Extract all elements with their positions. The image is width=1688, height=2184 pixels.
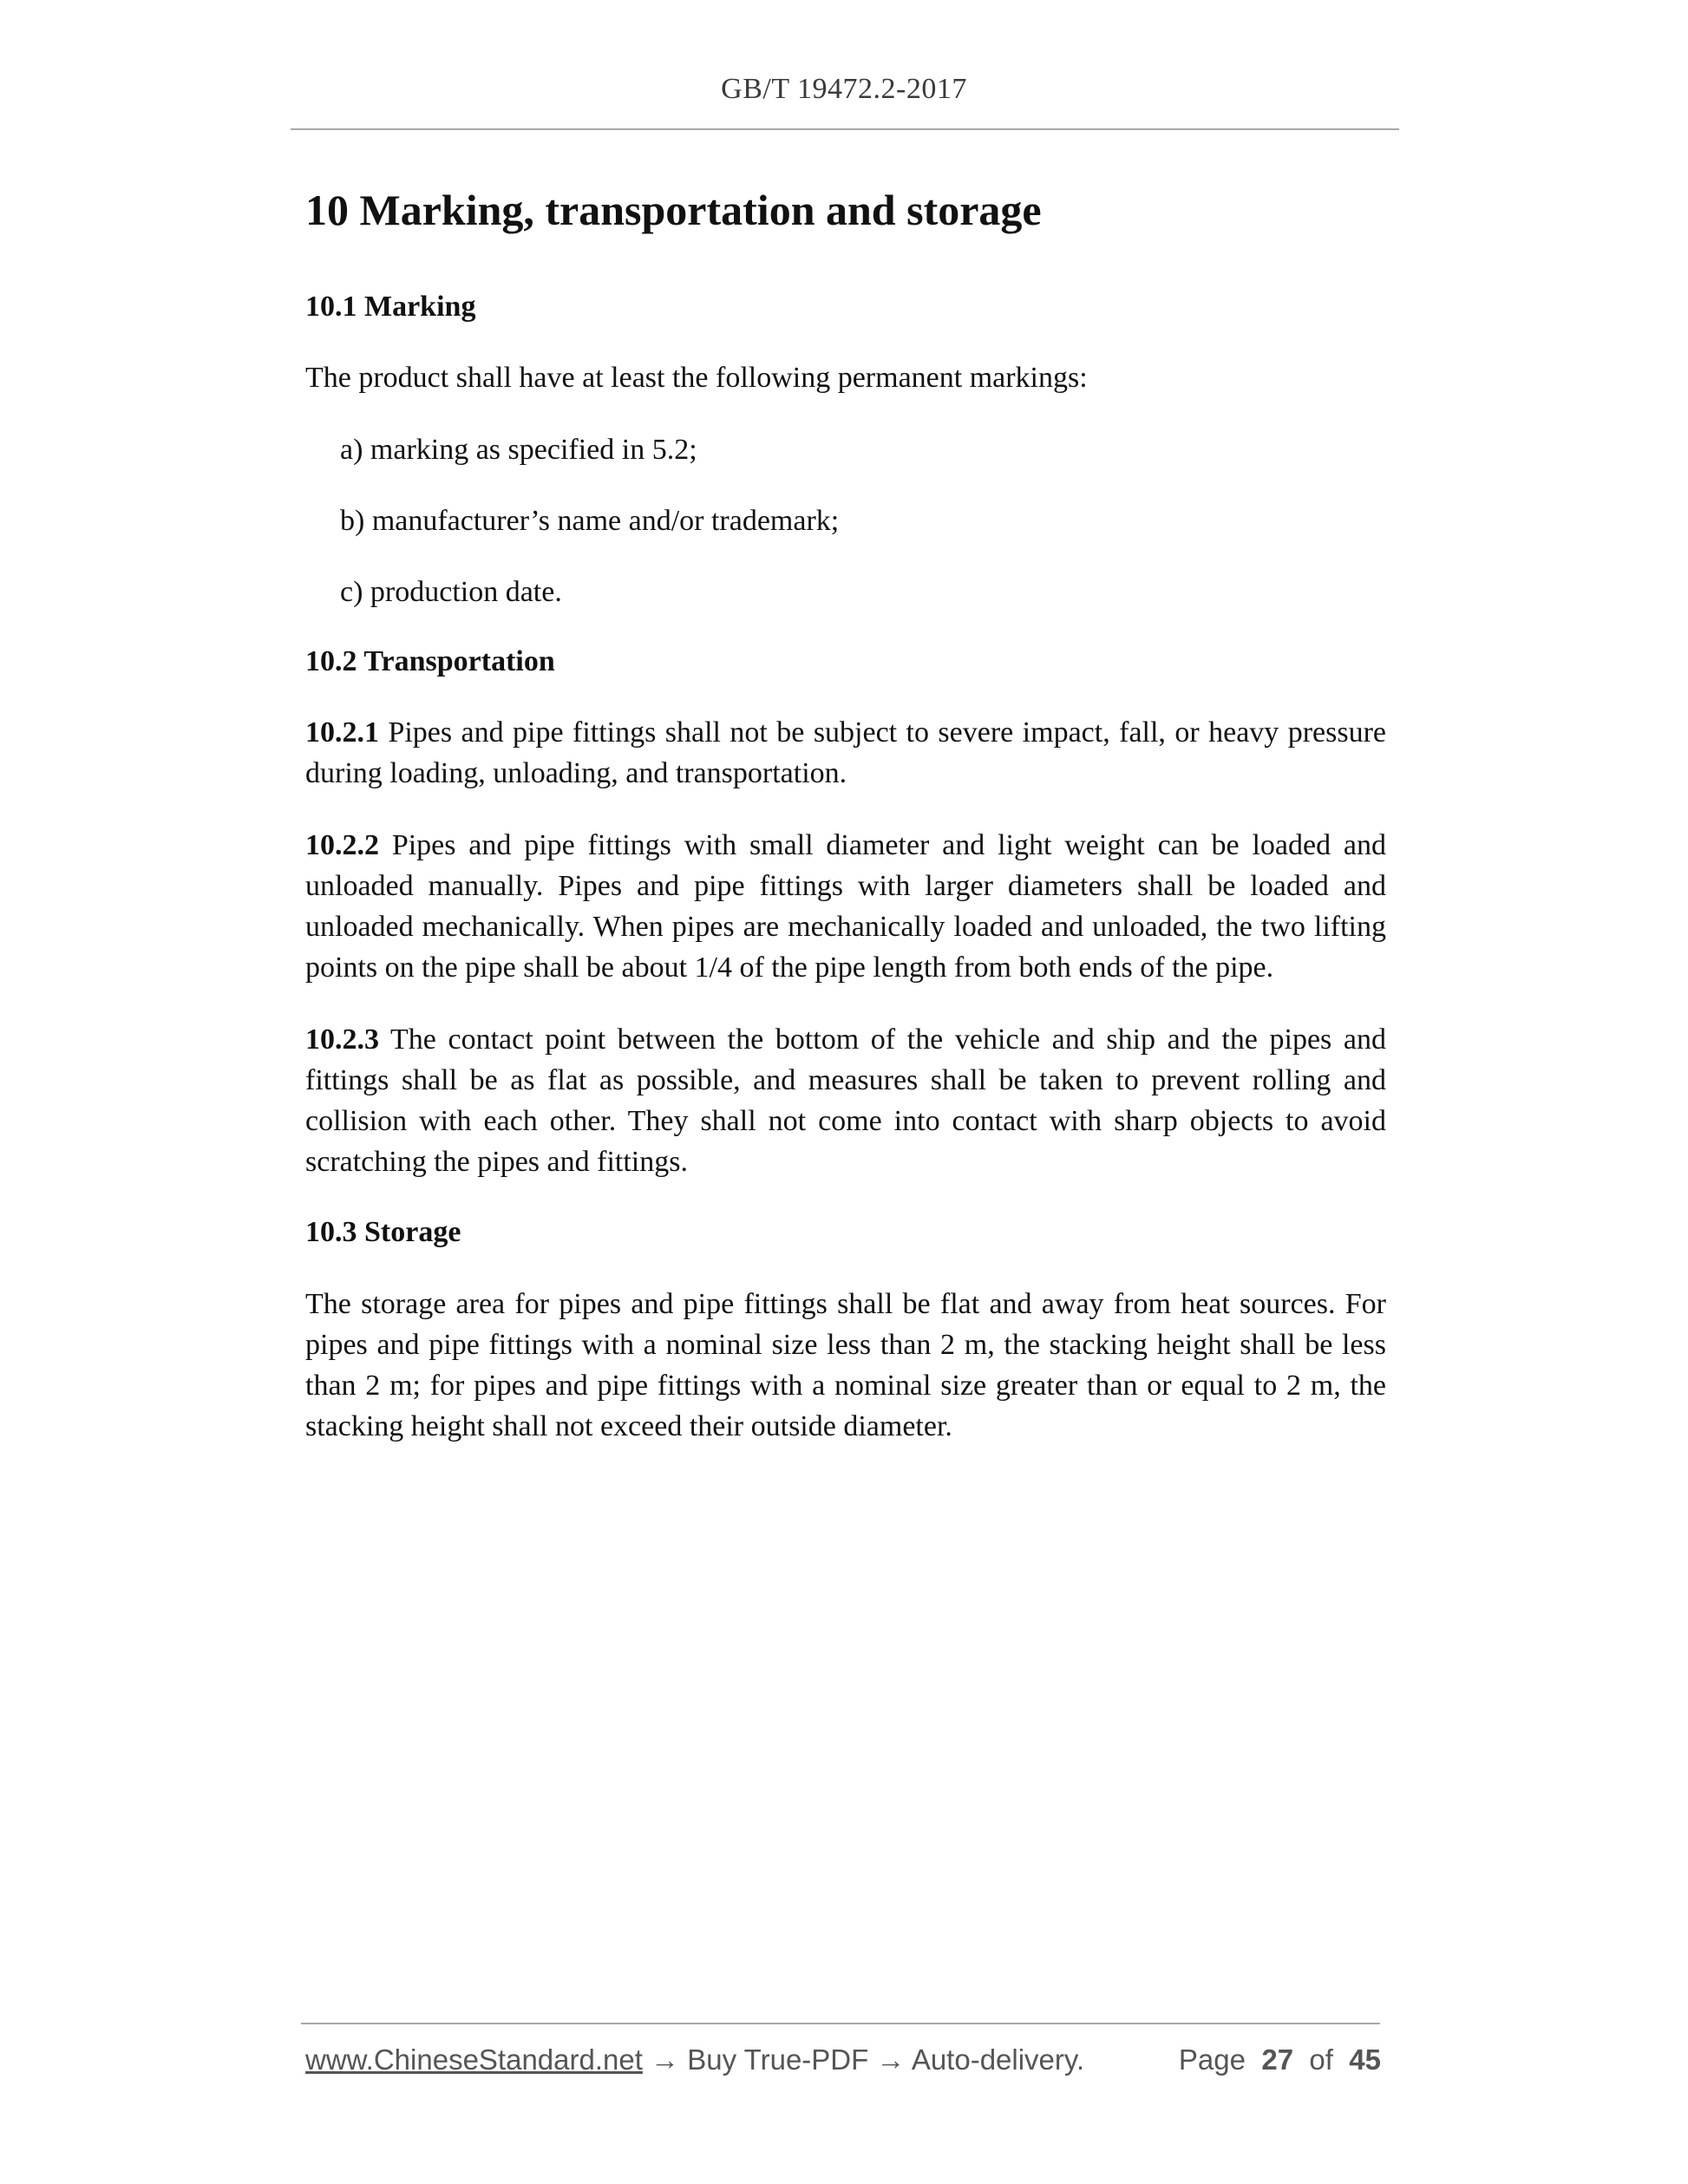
clause-text: Pipes and pipe fittings with small diameter and light weight can be loaded and unloaded manually. Pipes and pipe fittings with larger diameters shall be loaded and unloaded mechanically. When pipes are mechanically loaded and unloaded, the two lifting points on the pipe shall be about 1/4 of the pipe length from both ends of the pipe. (305, 829, 1386, 984)
document-code-header: GB/T 19472.2-2017 (721, 73, 967, 105)
clause-number: 10.2.1 (305, 716, 379, 749)
transportation-heading: 10.2 Transportation (305, 645, 555, 678)
page-indicator (1179, 2043, 1381, 2076)
clause-10-2-2 (305, 825, 1386, 988)
list-item: c) production date. (340, 576, 562, 609)
page-label: Page (1178, 2043, 1246, 2076)
page-of: of (1309, 2043, 1333, 2076)
list-item: b) manufacturer’s name and/or trademark; (340, 505, 840, 538)
section-title: 10 Marking, transportation and storage (305, 186, 1042, 234)
clause-number: 10.2.3 (305, 1023, 379, 1056)
page-total: 45 (1349, 2043, 1381, 2076)
marking-heading: 10.1 Marking (305, 291, 476, 323)
list-item: a) marking as specified in 5.2; (340, 434, 697, 467)
clause-number: 10.2.2 (305, 829, 379, 862)
clause-10-2-3 (305, 1019, 1386, 1182)
marking-intro: The product shall have at least the following permanent markings: (305, 362, 1088, 395)
clause-10-2-1 (305, 712, 1386, 794)
footer-promo: → Buy True-PDF → Auto-delivery. (651, 2043, 1085, 2076)
page-footer (305, 2043, 1381, 2076)
clause-text: The contact point between the bottom of the vehicle and ship and the pipes and fittings shall be as flat as possible, and measures shall be taken to prevent rolling and collision with each other. They shall not come into contact with sharp objects to avoid scratching the pipes and fittings. (305, 1023, 1386, 1179)
site-link[interactable]: www.ChineseStandard.net (305, 2043, 643, 2076)
footer-divider (301, 2023, 1380, 2024)
storage-text: The storage area for pipes and pipe fittings shall be flat and away from heat sources. For pipes and pipe fittings with a nominal size less than 2 m, the stacking height shall be less than 2 m; for pipes and pipe fittings with a nominal size greater than or equal to 2 m, the stacking height shall not exceed their outside diameter. (305, 1287, 1386, 1442)
header-divider (291, 128, 1399, 130)
page-content (305, 173, 1386, 1478)
storage-heading: 10.3 Storage (305, 1216, 461, 1249)
clause-text: Pipes and pipe fittings shall not be subject to severe impact, fall, or heavy pressure during loading, unloading, and transportation. (305, 716, 1387, 790)
page-current: 27 (1261, 2043, 1294, 2076)
